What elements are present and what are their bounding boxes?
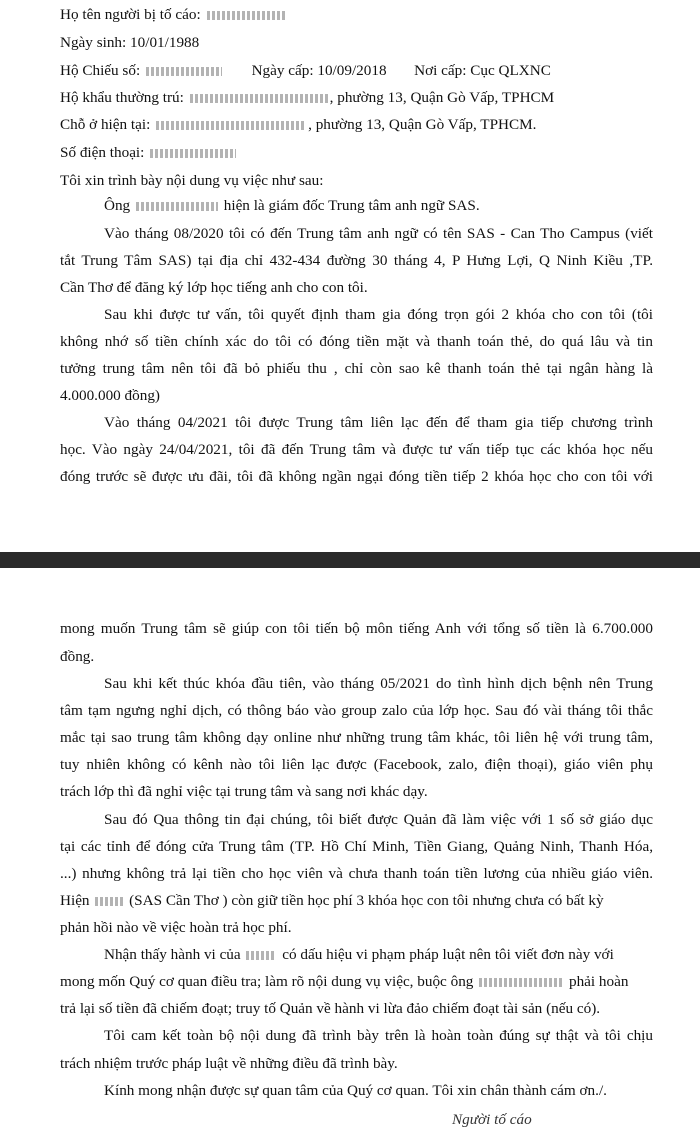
redacted-name — [207, 11, 285, 20]
nhan-thay-line — [104, 946, 614, 964]
dob-line — [60, 34, 199, 52]
document-page-1 — [0, 0, 700, 552]
current-address-line — [60, 116, 536, 134]
redacted-passport — [146, 67, 222, 76]
redacted-curr-address — [156, 121, 306, 130]
redacted-phone — [150, 149, 236, 158]
curr-addr-label: Chỗ ở hiện tại: — [60, 116, 151, 133]
redacted-director-name — [136, 202, 218, 211]
mong-muon-line — [60, 973, 628, 991]
accused-name-line — [60, 6, 287, 24]
intro-line: Tôi xin trình bày nội dung vụ việc như sau: — [60, 172, 324, 189]
body-line: trách nhiệm trước pháp luật về những điều đã trình bày. — [60, 1055, 398, 1072]
body-line: đồng. — [60, 648, 95, 665]
hien-prefix: Hiện — [60, 892, 90, 909]
document-page-2 — [0, 568, 700, 1122]
phone-label: Số điện thoại: — [60, 144, 145, 161]
body-line: học. Vào ngày 24/04/2021, tôi đã đến Trung tâm và được tư vấn tiếp tục các khóa học nếu — [60, 441, 653, 458]
hien-suffix: (SAS Cần Thơ ) còn giữ tiền học phí 3 khóa học con tôi nhưng chưa có bất kỳ — [129, 892, 604, 909]
issue-date-value: 10/09/2018 — [317, 62, 387, 79]
dob-label: Ngày sinh: — [60, 34, 127, 51]
director-prefix: Ông — [104, 197, 131, 214]
signature-label: Người tố cáo — [452, 1111, 532, 1128]
body-line: mong muốn Trung tâm sẽ giúp con tôi tiến bộ môn tiếng Anh với tổng số tiền là 6.700.000 — [60, 620, 653, 637]
body-line: Tôi cam kết toàn bộ nội dung đã trình bày trên là hoàn toàn đúng sự thật và tôi chịu — [104, 1027, 653, 1044]
curr-addr-tail: , phường 13, Quận Gò Vấp, TPHCM. — [308, 116, 537, 133]
body-line: Vào tháng 04/2021 tôi được Trung tâm liên lạc đến để tham gia tiếp chương trình — [104, 414, 653, 431]
body-line: mắc tại sao trung tâm không dạy online như những trung tâm khác, tôi liên hệ với trung tâm, — [60, 729, 653, 746]
director-suffix: hiện là giám đốc Trung tâm anh ngữ SAS. — [223, 197, 480, 214]
mong-prefix: mong mốn Quý cơ quan điều tra; làm rõ nội dung vụ việc, buộc ông — [60, 973, 474, 990]
passport-line — [60, 62, 551, 80]
body-line: tâm tạm ngưng nghỉ dịch, có thông báo vào group zalo của lớp học. Sau đó vài tháng tôi thắc — [60, 702, 653, 719]
body-line: trả lại số tiền đã chiếm đoạt; truy tố Quản về hành vi lừa đảo chiếm đoạt tài sản (nếu có). — [60, 1000, 601, 1017]
redacted-name — [479, 978, 563, 987]
body-line: 4.000.000 đồng) — [60, 387, 160, 404]
director-line — [104, 197, 480, 215]
body-line: Kính mong nhận được sự quan tâm của Quý cơ quan. Tôi xin chân thành cám ơn./. — [104, 1082, 607, 1099]
body-line: trách lớp thì đã nghỉ việc tại trung tâm và sang nơi khác dạy. — [60, 783, 428, 800]
dob-value: 10/01/1988 — [130, 34, 200, 51]
permanent-address-line — [60, 89, 554, 107]
page-divider — [0, 552, 700, 568]
body-line: tưởng trung tâm nên tôi đã bỏ phiếu thu , chỉ còn sao kê thanh toán thẻ tại ngân hàng là — [60, 360, 653, 377]
body-line: Sau khi được tư vấn, tôi quyết định tham gia đóng trọn gói 2 khóa cho con tôi (tôi — [104, 306, 653, 323]
body-line: tuy nhiên không có kênh nào tôi liên lạc được (Facebook, zalo, điện thoại), giáo viên phụ — [60, 756, 653, 773]
body-line: tắt Trung Tâm SAS) tại địa chỉ 432-434 đường 30 tháng 4, P Hưng Lợi, Q Ninh Kiều ,TP. — [60, 252, 653, 269]
nhan-suffix: có dấu hiệu vi phạm pháp luật nên tôi viết đơn này với — [282, 946, 614, 963]
body-line: không nhớ số tiền chính xác do tôi có đóng tiền mặt và thanh toán thẻ, do quá lâu và tin — [60, 333, 653, 350]
phone-line — [60, 144, 238, 162]
body-line: ...) nhưng không trả lại tiền cho học viên và chưa thanh toán tiền lương của nhiều giáo viên. — [60, 865, 653, 882]
passport-label: Hộ Chiếu số: — [60, 62, 141, 79]
body-line: Vào tháng 08/2020 tôi có đến Trung tâm anh ngữ có tên SAS - Can Tho Campus (viết — [104, 225, 653, 242]
body-line: Cần Thơ để đăng ký lớp học tiếng anh cho con tôi. — [60, 279, 368, 296]
hien-line — [60, 892, 604, 910]
redacted-name — [95, 897, 123, 906]
body-line: Sau đó Qua thông tin đại chúng, tôi biết được Quản đã làm việc với 1 số sở giáo dục — [104, 811, 653, 828]
body-line: đóng trước sẽ được ưu đãi, tôi đã không ngần ngại đóng tiền tiếp 2 khóa học cho con tôi với — [60, 468, 653, 485]
body-line: Sau khi kết thúc khóa đầu tiên, vào tháng 05/2021 do tình hình dịch bệnh nên Trung — [104, 675, 653, 692]
mong-suffix: phải hoàn — [568, 973, 629, 990]
body-line: tại các tỉnh để đóng cửa Trung tâm (TP. Hồ Chí Minh, Tiền Giang, Quảng Ninh, Thanh Hóa, — [60, 838, 653, 855]
redacted-perm-address — [190, 94, 328, 103]
perm-addr-label: Hộ khẩu thường trú: — [60, 89, 184, 106]
accused-label: Họ tên người bị tố cáo: — [60, 6, 201, 23]
perm-addr-tail: , phường 13, Quận Gò Vấp, TPHCM — [329, 89, 555, 106]
issue-place-label: Nơi cấp: — [414, 62, 467, 79]
nhan-prefix: Nhận thấy hành vi của — [104, 946, 241, 963]
issue-place-value: Cục QLXNC — [470, 62, 551, 79]
redacted-name — [246, 951, 276, 960]
body-line: phản hồi nào về việc hoàn trả học phí. — [60, 919, 292, 936]
issue-date-label: Ngày cấp: — [251, 62, 314, 79]
